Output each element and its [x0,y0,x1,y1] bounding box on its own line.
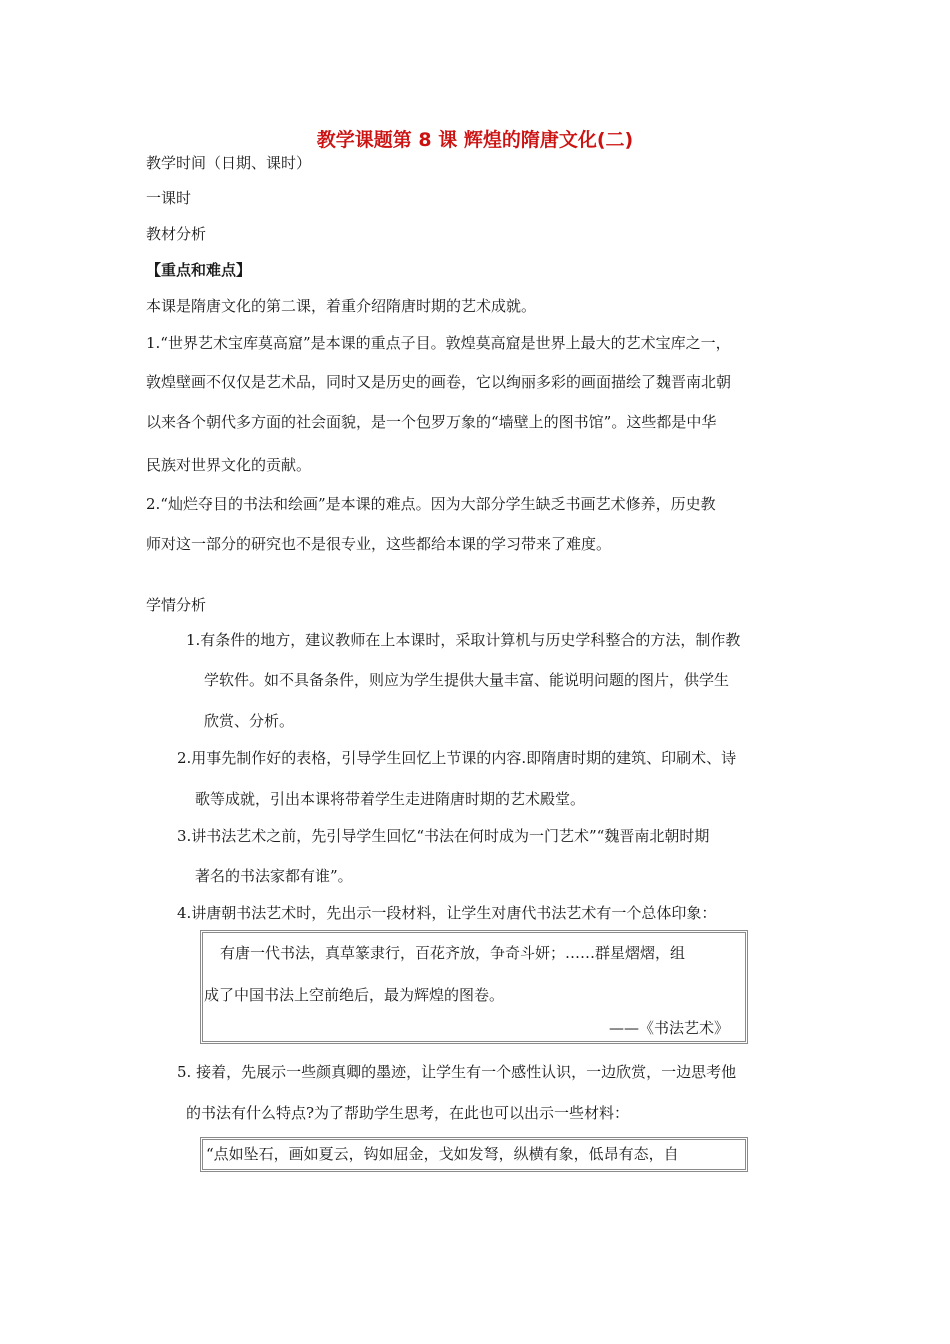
material-analysis-heading: 教材分析 [146,225,207,243]
item2-line1: 2.用事先制作好的表格，引导学生回忆上节课的内容.即隋唐时期的建筑、印刷术、诗 [177,749,737,767]
learner-analysis-heading: 学情分析 [146,596,207,614]
point2-line1: 2.“灿烂夺目的书法和绘画”是本课的难点。因为大部分学生缺乏书画艺术修养，历史教 [146,495,716,513]
item2-line2: 歌等成就，引出本课将带着学生走进隋唐时期的艺术殿堂。 [195,790,586,808]
point1-line1: 1.“世界艺术宝库莫高窟”是本课的重点子目。敦煌莫高窟是世界上最大的艺术宝库之一， [146,334,731,352]
item1-line2: 学软件。如不具备条件，则应为学生提供大量丰富、能说明问题的图片，供学生 [204,671,730,689]
point1-line3: 以来各个朝代多方面的社会面貌，是一个包罗万象的“墙壁上的图书馆”。这些都是中华 [146,413,717,431]
teaching-time-label: 教学时间（日期、课时） [146,154,312,172]
item3-line1: 3.讲书法艺术之前，先引导学生回忆“书法在何时成为一门艺术”“魏晋南北朝时期 [177,827,710,845]
point1-line2: 敦煌壁画不仅仅是艺术品，同时又是历史的画卷，它以绚丽多彩的画面描绘了魏晋南北朝 [146,373,732,391]
page-title: 教学课题第 8 课 辉煌的隋唐文化(二) [316,129,634,151]
point1-line4: 民族对世界文化的贡献。 [146,456,312,474]
period-text: 一课时 [146,189,192,207]
item3-line2: 著名的书法家都有谁”。 [195,867,353,885]
item5-line1: 5. 接着，先展示一些颜真卿的墨迹，让学生有一个感性认识，一边欣赏，一边思考他 [177,1063,737,1081]
item1-line1: 1.有条件的地方，建议教师在上本课时，采取计算机与历史学科整合的方法，制作教 [186,631,741,649]
intro-paragraph: 本课是隋唐文化的第二课，着重介绍隋唐时期的艺术成就。 [146,297,537,315]
quote1-line1: 有唐一代书法，真草篆隶行，百花齐放，争奇斗妍；……群星熠熠，组 [220,944,686,962]
quote1-line2: 成了中国书法上空前绝后，最为辉煌的图卷。 [204,986,505,1004]
item4-line1: 4.讲唐朝书法艺术时，先出示一段材料，让学生对唐代书法艺术有一个总体印象： [177,904,717,922]
point2-line2: 师对这一部分的研究也不是很专业，这些都给本课的学习带来了难度。 [146,535,612,553]
item1-line3: 欣赏、分析。 [204,712,295,730]
key-points-heading: 【重点和难点】 [146,261,252,279]
item5-line2: 的书法有什么特点?为了帮助学生思考，在此也可以出示一些材料： [186,1104,630,1122]
quote2-line1: “点如坠石，画如夏云，钩如屈金，戈如发弩，纵横有象，低昂有态，自 [206,1145,679,1163]
quote1-source: ——《书法艺术》 [609,1019,730,1037]
